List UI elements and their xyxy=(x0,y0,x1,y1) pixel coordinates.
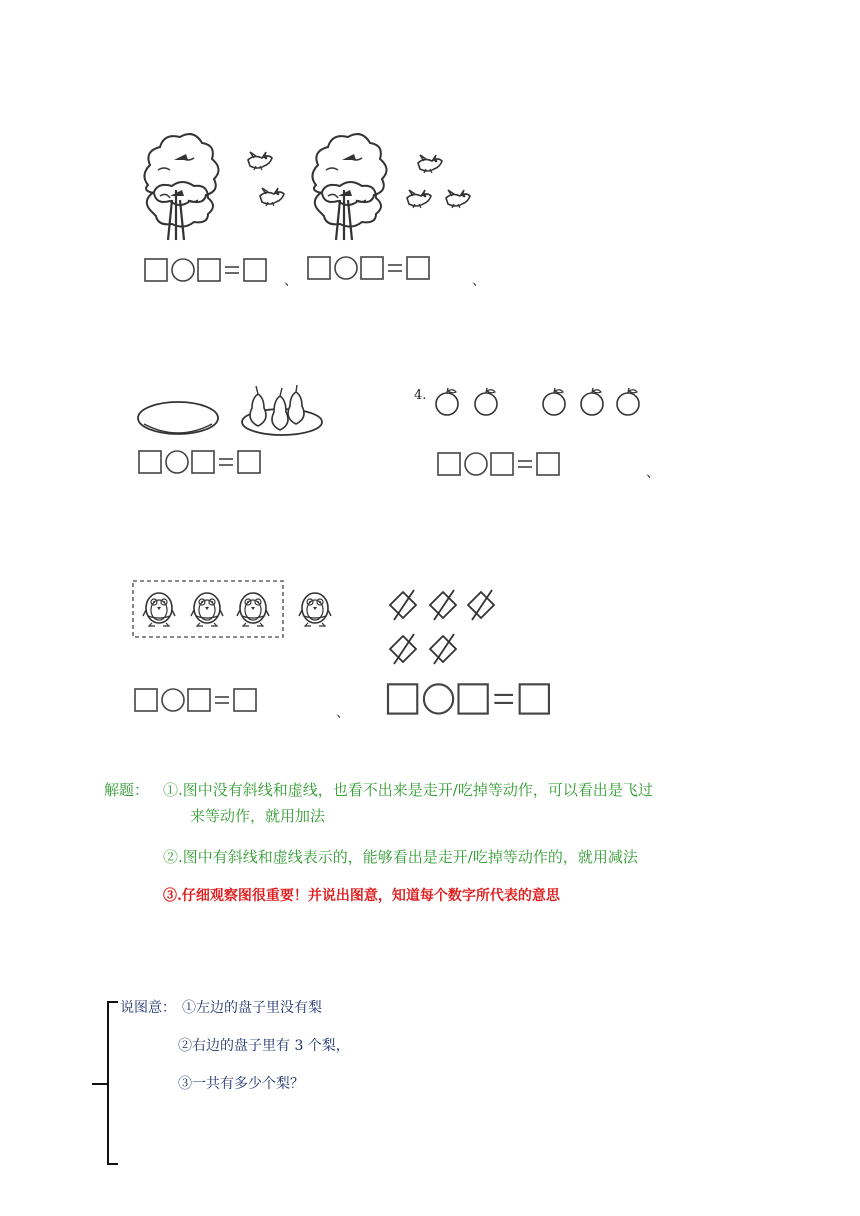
meaning-item-1: ①左边的盘子里没有梨 xyxy=(182,1000,322,1016)
apple-icon xyxy=(580,388,606,418)
crossed-diamond-icon xyxy=(388,634,420,666)
separator: 、 xyxy=(336,705,350,721)
equation-3[interactable] xyxy=(139,450,264,476)
tree-icon xyxy=(306,130,386,250)
equation-4[interactable] xyxy=(438,452,563,478)
bird-icon xyxy=(258,188,288,210)
solution-point-1-line-1: ①.图中没有斜线和虚线，也看不出来是走开/吃掉等动作，可以看出是飞过 xyxy=(163,781,653,799)
equation-6[interactable] xyxy=(388,683,548,717)
penguin-icon xyxy=(236,588,272,628)
crossed-diamond-icon xyxy=(428,590,460,622)
apple-icon xyxy=(542,388,568,418)
meaning-label: 说图意： xyxy=(120,1000,176,1016)
crossed-diamond-icon xyxy=(428,634,460,666)
bird-icon xyxy=(416,155,446,177)
separator: 、 xyxy=(472,273,486,289)
solution-point-1-line-2: 来等动作，就用加法 xyxy=(190,807,326,825)
solution-point-2: ②.图中有斜线和虚线表示的，能够看出是走开/吃掉等动作的，就用减法 xyxy=(163,848,638,866)
meaning-item-3: ③一共有多少个梨？ xyxy=(178,1076,304,1092)
plate-icon xyxy=(136,400,222,440)
penguin-icon xyxy=(190,588,226,628)
penguin-icon xyxy=(298,588,334,628)
apple-icon xyxy=(435,388,461,418)
crossed-diamond-icon xyxy=(466,590,498,622)
bird-icon xyxy=(444,190,474,212)
equation-5[interactable] xyxy=(135,688,260,714)
exercise-number: 4. xyxy=(414,388,427,403)
bird-icon xyxy=(405,190,435,212)
apple-icon xyxy=(616,388,642,418)
solution-label: 解题： xyxy=(104,781,150,799)
equation-2[interactable] xyxy=(308,256,433,282)
meaning-item-2: ②右边的盘子里有 3 个梨， xyxy=(178,1038,350,1054)
crossed-diamond-icon xyxy=(388,590,420,622)
apple-icon xyxy=(474,388,500,418)
penguin-icon xyxy=(142,588,178,628)
tree-icon xyxy=(138,130,218,250)
separator: 、 xyxy=(646,465,660,481)
equation-1[interactable] xyxy=(145,258,270,284)
bracket xyxy=(90,1000,120,1168)
separator: 、 xyxy=(284,273,298,289)
pear-plate-icon xyxy=(240,382,326,440)
solution-point-3: ③.仔细观察图很重要！并说出图意，知道每个数字所代表的意思 xyxy=(163,888,560,904)
bird-icon xyxy=(246,152,276,174)
